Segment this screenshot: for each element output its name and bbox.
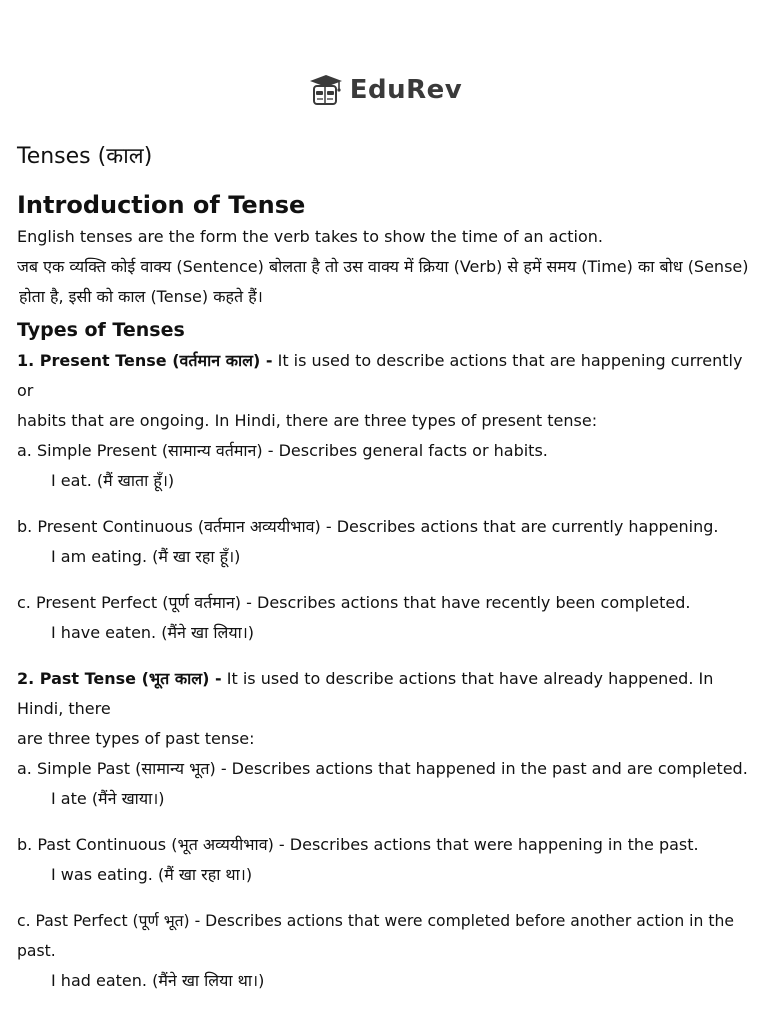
simple-past-line: a. Simple Past (सामान्य भूत) - Describes actions that happened in the past and are completed. — [17, 759, 748, 778]
present-tense-paragraph — [17, 346, 755, 406]
spacer — [17, 890, 755, 906]
graduation-cap-book-icon — [306, 73, 344, 107]
present-tense-desc-line-2: habits that are ongoing. In Hindi, there are three types of present tense: — [17, 411, 598, 430]
present-tense-label: 1. Present Tense (वर्तमान काल) - — [17, 351, 273, 370]
edurev-logo[interactable] — [306, 73, 462, 107]
past-tense-desc-line-1: It is used to describe actions that have already happened. In Hindi, there — [17, 669, 714, 718]
spacer — [17, 496, 755, 512]
past-continuous-example: I was eating. (मैं खा रहा था।) — [51, 865, 253, 884]
brand-name: EduRev — [349, 75, 463, 105]
past-tense-label: 2. Past Tense (भूत काल) - — [17, 669, 222, 688]
present-perfect-example: I have eaten. (मैंने खा लिया।) — [51, 623, 255, 642]
intro-heading: Introduction of Tense — [17, 191, 306, 219]
simple-present-example: I eat. (मैं खाता हूँ।) — [51, 471, 175, 490]
spacer — [17, 648, 755, 664]
simple-past-example: I ate (मैंने खाया।) — [51, 789, 165, 808]
present-perfect-line: c. Present Perfect (पूर्ण वर्तमान) - Describes actions that have recently been completed. — [17, 593, 691, 612]
intro-hindi-line-1: जब एक व्यक्ति कोई वाक्य (Sentence) बोलता है तो उस वाक्य में क्रिया (Verb) से हमें समय (Time) का बोध (Sense) — [17, 257, 749, 276]
document-body — [17, 138, 755, 996]
past-tense-paragraph — [17, 664, 755, 724]
document-title: Tenses (काल) — [17, 144, 153, 169]
page-header — [0, 72, 768, 108]
types-heading: Types of Tenses — [17, 319, 185, 341]
past-perfect-example: I had eaten. (मैंने खा लिया था।) — [51, 971, 265, 990]
simple-present-line: a. Simple Present (सामान्य वर्तमान) - Describes general facts or habits. — [17, 441, 548, 460]
intro-hindi-line-2: होता है, इसी को काल (Tense) कहते हैं। — [19, 287, 263, 306]
present-continuous-line: b. Present Continuous (वर्तमान अव्ययीभाव) - Describes actions that are currently happening. — [17, 517, 719, 536]
present-continuous-example: I am eating. (मैं खा रहा हूँ।) — [51, 547, 241, 566]
intro-english: English tenses are the form the verb takes to show the time of an action. — [17, 227, 603, 246]
past-tense-desc-line-2: are three types of past tense: — [17, 729, 255, 748]
spacer — [17, 814, 755, 830]
spacer — [17, 572, 755, 588]
past-continuous-line: b. Past Continuous (भूत अव्ययीभाव) - Describes actions that were happening in the past. — [17, 835, 699, 854]
past-perfect-line: c. Past Perfect (पूर्ण भूत) - Describes actions that were completed before another action in the past. — [17, 912, 734, 960]
present-tense-desc-line-1: It is used to describe actions that are happening currently or — [17, 351, 743, 400]
